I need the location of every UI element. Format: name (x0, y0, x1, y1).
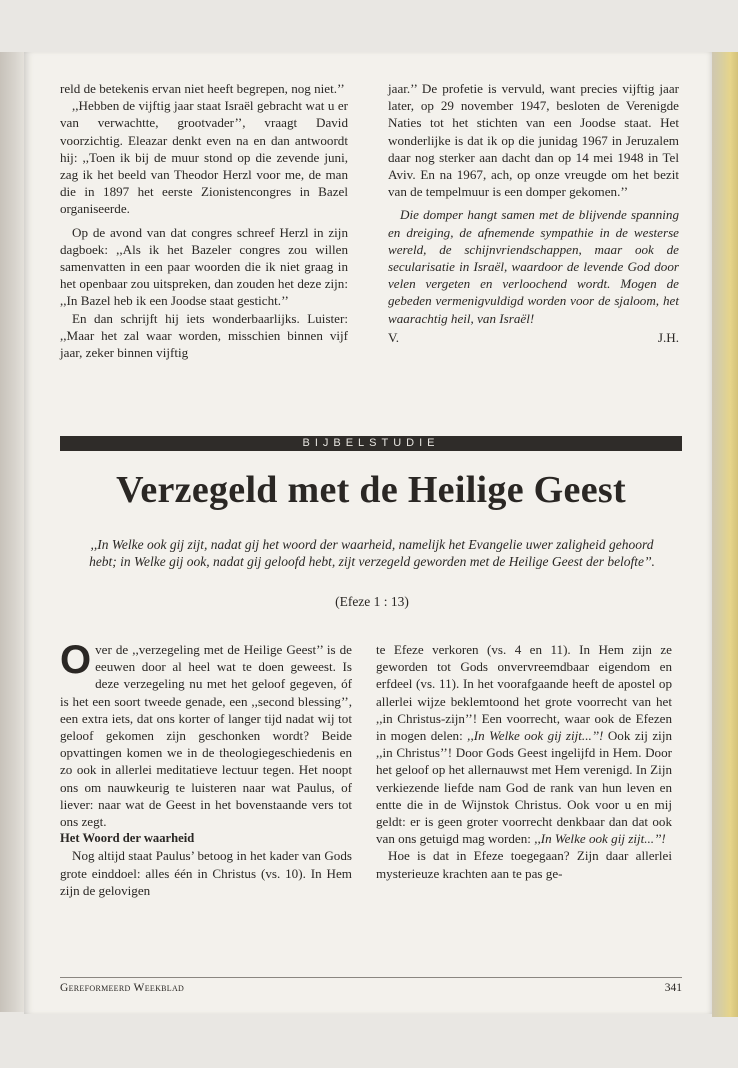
italic-quote: ,,In Welke ook gij zijt...’’! (467, 728, 604, 744)
paragraph: reld de betekenis ervan niet heeft begrepen, nog niet.’’ (60, 81, 345, 96)
scripture-quote: ,,In Welke ook gij zijt, nadat gij het woord der waarheid, namelijk het Evangelie uwer zaligheid gehoord hebt; in Welke gij ook, nadat gij geloofd hebt, zijt verzegeld geworden met de Heilige Geest der belofte’’. (89, 537, 655, 569)
signature-line (388, 329, 679, 346)
page-footer (60, 977, 682, 995)
paragraph-text: Ook zij zijn ,,in Christus’’! Door Gods Geest ingelijfd in Hem. Door het geloof op het allernauwst met Hem verenigd. In Zijn verkiezende liefde nam God de rank van hun leven en entte die in de Wijnstok Christus. Ook voor u en mij geldt: er is geen groter voorrecht denkbaar dan dat ook van ons getuigd mag worden: (376, 728, 673, 847)
top-right-column (388, 80, 679, 346)
paragraph: Op de avond van dat congres schreef Herzl in zijn dagboek: ,,Als ik het Bazeler congres zou willen samenvatten in een paar woorden die ik niet graag in het openbaar zou uitspreken, dan zouden het deze zijn: ,,In Bazel heb ik een Joodse staat gesticht.’’ (60, 224, 348, 309)
paragraph (60, 638, 352, 830)
paragraph: En dan schrijft hij iets wonderbaarlijks. Luister: ,,Maar het zal waar worden, misschien binnen vijf jaar, zeker binnen vijftig (60, 310, 348, 361)
subheading: Het Woord der waarheid (60, 831, 195, 846)
paragraph: jaar.’’ De profetie is vervuld, want precies vijftig jaar later, op 29 november 1947, besloten de Verenigde Naties tot het stichten van een Joodse staat. Het wonderlijke is dat ik op die junidag 1967 in Jeruzalem daar nog sterker aan dacht dan op 14 mei 1948 in Tel Aviv. En na 1967, ach, op onze vreugde om het bezit van de tempelmuur is een domper gekomen.’’ (388, 81, 679, 200)
scripture-reference: (Efeze 1 : 13) (335, 594, 409, 609)
binding-right-edge (712, 52, 738, 1017)
bottom-right-column (376, 641, 672, 882)
paragraph-text: ver de ,,verzegeling met de Heilige Geest’’ is de eeuwen door al heel wat te doen geweest. Is deze verzegeling nu met het geloof gegeven, óf is het een soort tweede genade, een ,,second blessing’’, een extra iets, dat ons korter of langer tijd nadat wij tot geloof gekomen zijn geschonken wordt? Beide opvattingen komen we in de theologiegeschiedenis en zo ook in allerlei meditatieve lectuur tegen. Het noopt ons om nauwkeurig te luisteren naar wat Paulus, of liever: naar wat de Geest in het bovenstaande vers tot ons zegt. (60, 642, 352, 830)
italic-quote: ,,In Welke ook gij zijt...’’! (534, 831, 666, 847)
section-banner: BIJBELSTUDIE (60, 436, 682, 451)
paragraph (376, 641, 672, 847)
paragraph: ,,Hebben de vijftig jaar staat Israël gebracht wat u er van verwachtte, grootvader’’, vraagt David voorzichtig. Eleazar denkt even na en dan antwoordt hij: ,,Toen ik bij de muur stond op die zevende juni, zag ik het beeld van Theodor Herzl voor me, de man die in 1897 het eerste Zionistencongres in Bazel organiseerde. (60, 98, 348, 217)
paragraph: Hoe is dat in Efeze toegegaan? Zijn daar allerlei mysterieuze krachten aan te pas ge- (376, 848, 672, 881)
page-number: 341 (664, 982, 682, 994)
signature-right: J.H. (657, 329, 679, 345)
bottom-left-column (60, 638, 352, 899)
drop-cap: O (60, 638, 92, 682)
article-title: Verzegeld met de Heilige Geest (116, 469, 626, 511)
editorial-note: Die domper hangt samen met de blijvende spanning en dreiging, de afnemende sympathie in de westerse wereld, de schijnvriendschappen, maar ook de secularisatie in Israël, waardoor de levende God door velen vergeten en verloochend wordt. Mogen de gebeden vermenigvuldigd worden voor de sjaloom, het waarachtig heil, van Israël! (388, 207, 679, 326)
top-left-column (60, 80, 348, 361)
binding-left-edge (0, 52, 24, 1012)
signature-left: V. (388, 329, 400, 345)
paragraph-text: te Efeze verkoren (vs. 4 en 11). In Hem zijn ze geworden tot Gods onvervreemdbaar eigendom en erfdeel (vs. 11). In het voorafgaande heeft de apostel op allerlei wijze beklemtoond het grote voorrecht van het ,,in Christus-zijn’’! Een voorrecht, waar ook de Efezen in mogen delen: (376, 642, 672, 744)
magazine-page (24, 52, 712, 1014)
paragraph: Nog altijd staat Paulus’ betoog in het kader van Gods grote einddoel: alles één in Christus (vs. 10). In Hem zijn de gelovigen (60, 848, 352, 898)
magazine-name: Gereformeerd Weekblad (60, 982, 185, 994)
